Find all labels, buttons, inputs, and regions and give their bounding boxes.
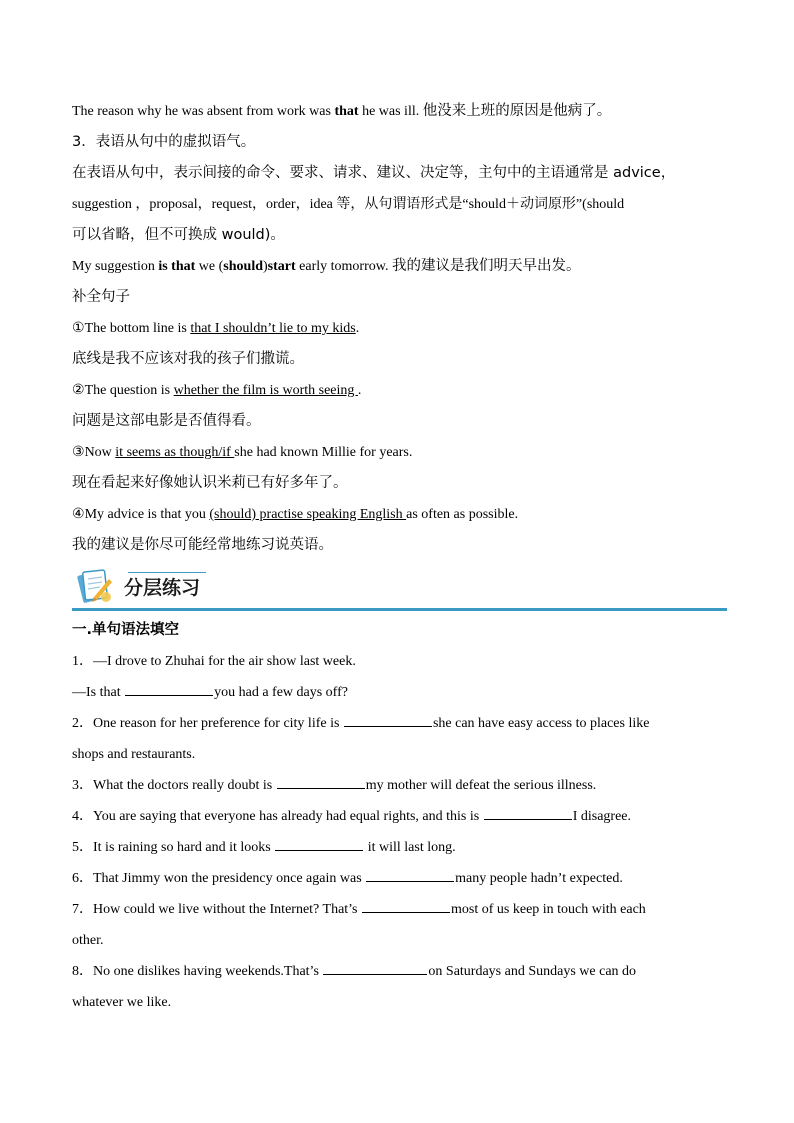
question-6: 6．That Jimmy won the presidency once again was many people hadn’t expected. [72, 863, 722, 894]
fill-item-4-translation: 我的建议是你尽可能经常地练习说英语。 [72, 537, 333, 553]
fill-item-2: ②The question is whether the film is worth seeing . [72, 383, 362, 398]
rule-line-3: 可以省略，但不可换成 would)。 [72, 227, 285, 243]
question-2: 2．One reason for her preference for city life is she can have easy access to places like [72, 708, 722, 739]
section-header [72, 563, 722, 615]
fill-item-3-translation: 现在看起来好像她认识米莉已有好多年了。 [72, 475, 348, 491]
question-8-cont: whatever we like. [72, 995, 172, 1010]
example-suggestion: My suggestion is that we (should)start early tomorrow. 我的建议是我们明天早出发。 [72, 258, 581, 274]
fill-item-1-translation: 底线是我不应该对我的孩子们撒谎。 [72, 351, 304, 367]
notebook-pencil-icon [76, 567, 116, 605]
answer-blank[interactable] [323, 960, 427, 975]
fill-item-4: ④My advice is that you (should) practise speaking English as often as possible. [72, 507, 519, 522]
fill-heading: 补全句子 [72, 289, 130, 305]
answer-blank[interactable] [366, 867, 454, 882]
answer-blank[interactable] [125, 681, 213, 696]
answer-text: (should) practise speaking English [209, 507, 407, 522]
example-reason: The reason why he was absent from work was that he was ill. 他没来上班的原因是他病了。 [72, 103, 612, 119]
document-page [72, 96, 722, 1018]
answer-blank[interactable] [275, 836, 363, 851]
question-8: 8．No one dislikes having weekends.That’s on Saturdays and Sundays we can do [72, 956, 722, 987]
exercise-heading: 一.单句语法填空 [72, 622, 180, 638]
answer-blank[interactable] [344, 712, 432, 727]
question-5: 5．It is raining so hard and it looks it will last long. [72, 832, 722, 863]
fill-item-2-translation: 问题是这部电影是否值得看。 [72, 413, 261, 429]
answer-blank[interactable] [362, 898, 450, 913]
answer-text: it seems as though/if [115, 445, 235, 460]
fill-item-1: ①The bottom line is that I shouldn’t lie to my kids. [72, 321, 360, 336]
rule-line-1: 在表语从句中，表示间接的命令、要求、请求、建议、决定等，主句中的主语通常是 advice， [72, 165, 676, 181]
fill-item-3: ③Now it seems as though/if she had known Millie for years. [72, 445, 413, 460]
question-4: 4．You are saying that everyone has already had equal rights, and this is I disagree. [72, 801, 722, 832]
question-3: 3．What the doctors really doubt is my mother will defeat the serious illness. [72, 770, 722, 801]
answer-blank[interactable] [484, 805, 572, 820]
section-divider [72, 608, 727, 611]
question-7-cont: other. [72, 933, 104, 948]
rule-line-2: suggestion ，proposal，request，order，idea 等，从句谓语形式是“should＋动词原形”(should [72, 197, 625, 212]
answer-text: that I shouldn’t lie to my kids [190, 321, 356, 336]
question-7: 7．How could we live without the Internet? That’s most of us keep in touch with each [72, 894, 722, 925]
question-1: 1．—I drove to Zhuhai for the air show last week. [72, 654, 356, 669]
question-2-cont: shops and restaurants. [72, 747, 196, 762]
answer-blank[interactable] [277, 774, 365, 789]
question-1-reply: —Is that you had a few days off? [72, 677, 722, 708]
section-title: 分层练习 [124, 577, 201, 599]
heading-subjunctive: 3．表语从句中的虚拟语气。 [72, 134, 256, 150]
answer-text: whether the film is worth seeing [173, 383, 358, 398]
